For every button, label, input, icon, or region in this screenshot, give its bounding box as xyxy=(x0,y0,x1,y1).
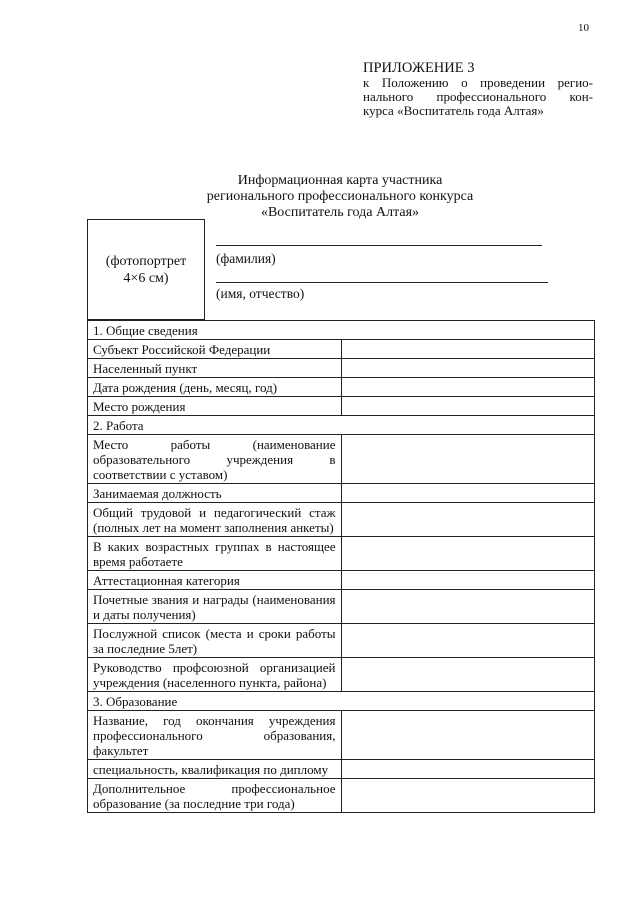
card-title-line-2: регионального профессионального конкурса xyxy=(206,189,474,204)
photo-placeholder xyxy=(87,219,205,320)
field-label: Дата рождения (день, месяц, год) xyxy=(88,378,342,397)
field-label: Населенный пункт xyxy=(88,359,342,378)
field-value-cell[interactable] xyxy=(341,624,595,658)
field-label: В каких возрастных группах в настоящее время работаете xyxy=(88,537,342,571)
table-row xyxy=(88,658,595,692)
field-label: Место работы (наименование образовательного учреждения в соответствии с уставом) xyxy=(88,435,342,484)
table-row xyxy=(88,590,595,624)
appendix-line-1: к Положению о проведении регио- xyxy=(363,75,593,90)
table-row xyxy=(88,435,595,484)
name-caption: (имя, отчество) xyxy=(216,286,305,301)
field-value-cell[interactable] xyxy=(341,658,595,692)
table-section-row xyxy=(88,416,595,435)
field-value-cell[interactable] xyxy=(341,397,595,416)
field-value-cell[interactable] xyxy=(341,378,595,397)
surname-caption: (фамилия) xyxy=(216,251,276,266)
table-row xyxy=(88,537,595,571)
appendix-title: ПРИЛОЖЕНИЕ 3 xyxy=(363,60,475,76)
field-value-cell[interactable] xyxy=(341,435,595,484)
table-body xyxy=(88,321,595,813)
appendix-line-3: курса «Воспитатель года Алтая» xyxy=(363,103,544,118)
name-line[interactable] xyxy=(216,282,548,283)
table-row xyxy=(88,711,595,760)
field-label: Субъект Российской Федерации xyxy=(88,340,342,359)
field-label: Руководство профсоюзной организацией учреждения (населенного пункта, района) xyxy=(88,658,342,692)
appendix-line-2: нального профессионального кон- xyxy=(363,89,593,104)
field-label: Занимаемая должность xyxy=(88,484,342,503)
card-title-line-1: Информационная карта участника xyxy=(237,173,443,188)
table-row xyxy=(88,397,595,416)
field-label: специальность, квалификация по диплому xyxy=(88,760,342,779)
field-value-cell[interactable] xyxy=(341,711,595,760)
field-label: Аттестационная категория xyxy=(88,571,342,590)
field-label: Название, год окончания учреждения профессионального образования, факультет xyxy=(88,711,342,760)
table-row xyxy=(88,760,595,779)
field-value-cell[interactable] xyxy=(341,359,595,378)
card-title-line-3: «Воспитатель года Алтая» xyxy=(260,205,420,220)
table-row xyxy=(88,571,595,590)
field-value-cell[interactable] xyxy=(341,590,595,624)
section-heading: 2. Работа xyxy=(88,416,595,435)
field-label: Общий трудовой и педагогический стаж (полных лет на момент заполнения анкеты) xyxy=(88,503,342,537)
card-title xyxy=(150,173,530,221)
field-label: Почетные звания и награды (наименования и даты получения) xyxy=(88,590,342,624)
field-label: Дополнительное профессиональное образование (за последние три года) xyxy=(88,779,342,813)
field-value-cell[interactable] xyxy=(341,340,595,359)
table-section-row xyxy=(88,692,595,711)
field-value-cell[interactable] xyxy=(341,779,595,813)
field-value-cell[interactable] xyxy=(341,571,595,590)
field-value-cell[interactable] xyxy=(341,484,595,503)
table-row xyxy=(88,779,595,813)
table-row xyxy=(88,378,595,397)
table-row xyxy=(88,359,595,378)
table-section-row xyxy=(88,321,595,340)
photo-caption-line-1: (фотопортрет xyxy=(105,253,187,269)
field-value-cell[interactable] xyxy=(341,503,595,537)
surname-line[interactable] xyxy=(216,245,542,246)
table-row xyxy=(88,503,595,537)
table-row xyxy=(88,484,595,503)
page-number: 10 xyxy=(578,22,589,34)
field-value-cell[interactable] xyxy=(341,537,595,571)
section-heading: 1. Общие сведения xyxy=(88,321,595,340)
table-row xyxy=(88,624,595,658)
section-heading: 3. Образование xyxy=(88,692,595,711)
appendix-header xyxy=(363,60,593,118)
field-label: Послужной список (места и сроки работы за последние 5лет) xyxy=(88,624,342,658)
field-label: Место рождения xyxy=(88,397,342,416)
participant-info-table xyxy=(87,320,595,813)
photo-caption-line-2: 4×6 см) xyxy=(123,270,169,286)
field-value-cell[interactable] xyxy=(341,760,595,779)
table-row xyxy=(88,340,595,359)
